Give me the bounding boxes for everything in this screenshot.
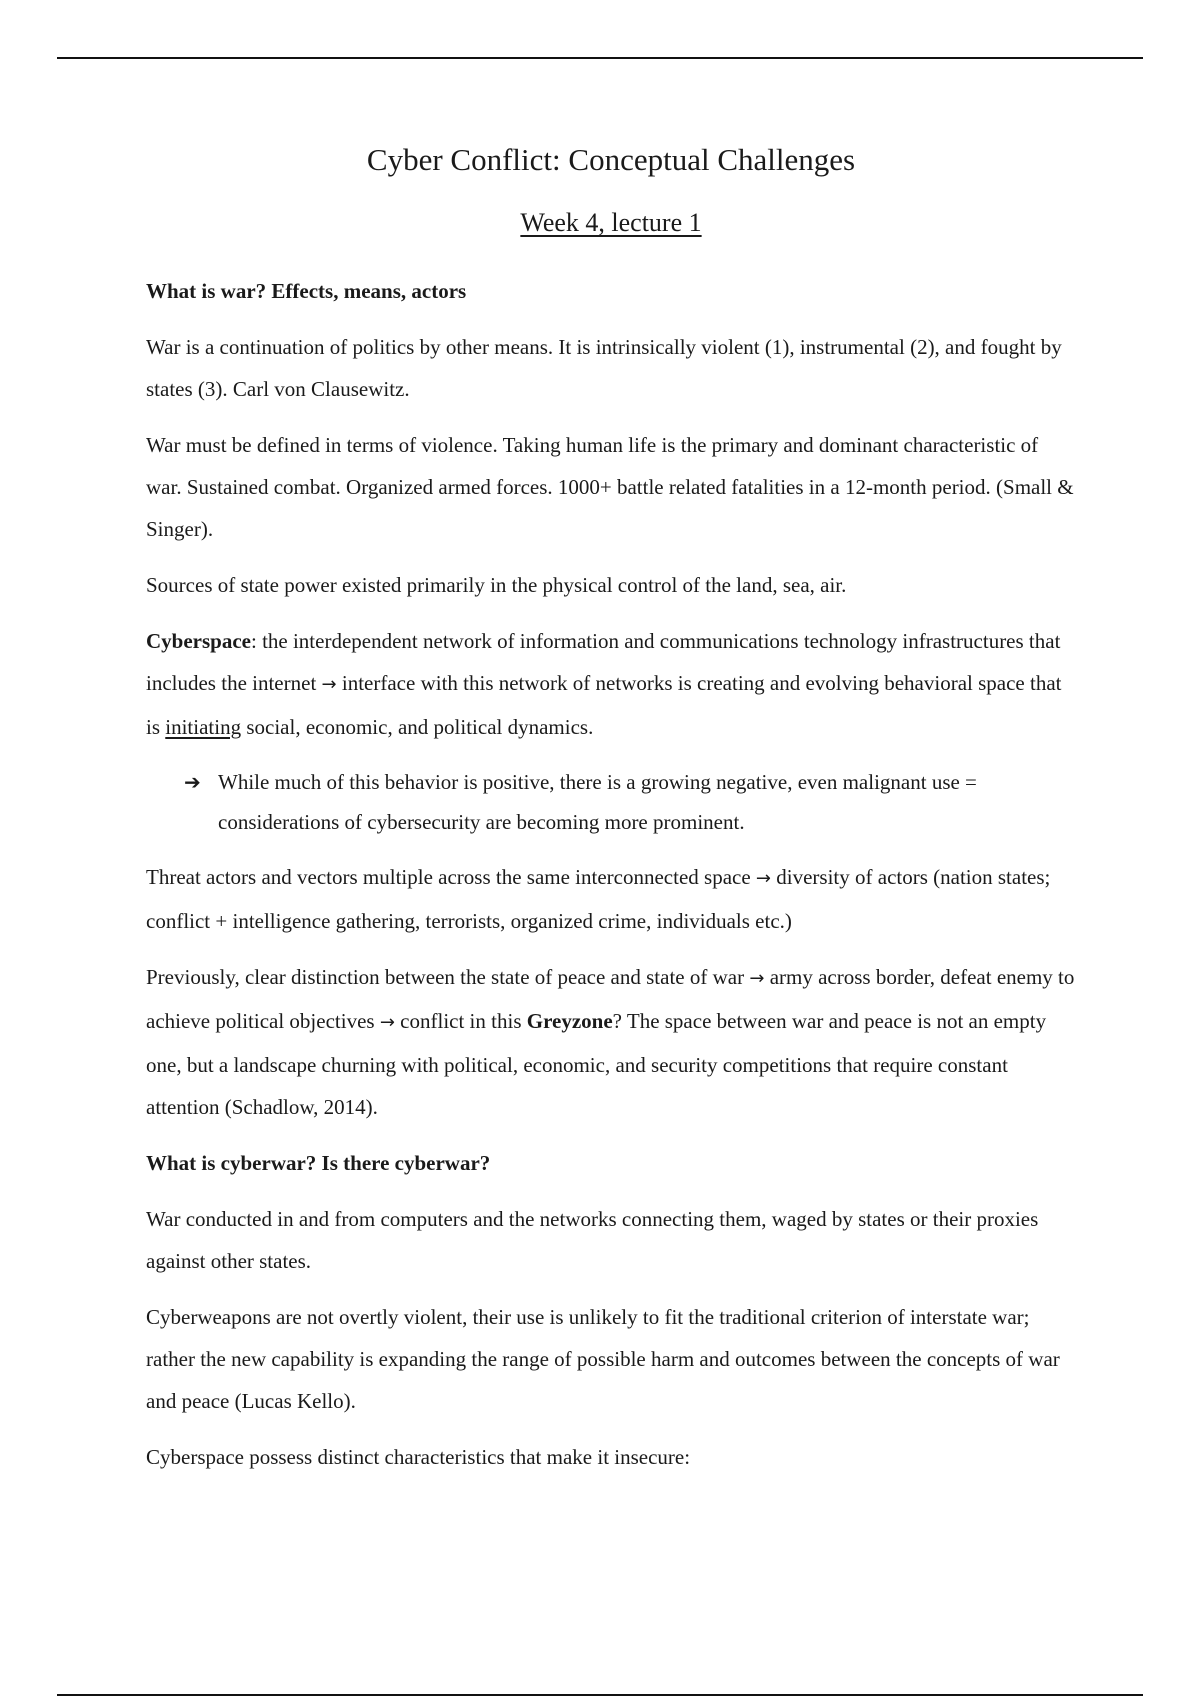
cyberspace-text-2: interface with this network of networks is creating and evolving behavioral space that is	[146, 671, 1062, 740]
greyzone-text-2: army across border, defeat enemy to achieve political objectives	[146, 965, 1075, 1034]
subtitle-text: Week 4, lecture 1	[520, 208, 702, 238]
paragraph-insecure: Cyberspace possess distinct characteristics that make it insecure:	[146, 1445, 691, 1470]
paragraph-state-power: Sources of state power existed primarily in the physical control of the land, sea, air.	[146, 573, 847, 598]
cyberspace-text-1: : the interdependent network of information and communications technology infrastructures that includes the internet	[146, 629, 1061, 696]
bottom-rule	[57, 1694, 1143, 1696]
paragraph-greyzone	[146, 956, 1076, 1128]
threat-text-2: diversity of actors (nation states; conflict + intelligence gathering, terrorists, organized crime, individuals etc.)	[146, 865, 1051, 934]
greyzone-text-4: ? The space between war and peace is not an empty one, but a landscape churning with political, economic, and security competitions that require constant attention (Schadlow, 2014).	[146, 1009, 1047, 1120]
arrow-right-icon: →	[321, 674, 337, 696]
paragraph-threat-actors	[146, 856, 1076, 942]
arrow-right-icon: →	[379, 1012, 395, 1034]
arrow-right-icon: →	[755, 868, 772, 890]
term-cyberspace: Cyberspace	[146, 629, 251, 654]
section-heading-cyberwar: What is cyberwar? Is there cyberwar?	[146, 1151, 491, 1176]
greyzone-text-3: conflict in this	[394, 1009, 527, 1034]
cyberspace-text-3: social, economic, and political dynamics.	[241, 715, 594, 740]
section-heading-war: What is war? Effects, means, actors	[146, 279, 467, 304]
arrow-right-icon: →	[749, 968, 765, 990]
paragraph-violence: War must be defined in terms of violence. Taking human life is the primary and dominant characteristic of war. Sustained combat. Organized armed forces. 1000+ battle related fatalities in a 12-month period. (Small & Singer).	[146, 433, 1074, 542]
paragraph-cyberwar-definition: War conducted in and from computers and the networks connecting them, waged by states or their proxies against other states.	[146, 1207, 1039, 1274]
document-body	[146, 140, 1076, 1492]
page-subtitle	[146, 206, 1076, 240]
paragraph-clausewitz: War is a continuation of politics by other means. It is intrinsically violent (1), instrumental (2), and fought by states (3). Carl von Clausewitz.	[146, 335, 1062, 402]
top-rule	[57, 57, 1143, 59]
underlined-initiating: initiating	[165, 715, 242, 740]
page-title: Cyber Conflict: Conceptual Challenges	[366, 142, 856, 177]
greyzone-text-1: Previously, clear distinction between the state of peace and state of war	[146, 965, 750, 990]
term-greyzone: Greyzone	[526, 1009, 613, 1034]
paragraph-cyberweapons: Cyberweapons are not overtly violent, their use is unlikely to fit the traditional criterion of interstate war; rather the new capability is expanding the range of possible harm and outcomes between the concepts of war and peace (Lucas Kello).	[146, 1305, 1060, 1414]
bullet-text: While much of this behavior is positive, there is a growing negative, even malignant use = considerations of cybersecurity are becoming more prominent.	[218, 770, 977, 835]
bullet-arrow-icon: ➔	[184, 770, 201, 795]
bullet-item	[146, 762, 1076, 842]
paragraph-cyberspace	[146, 620, 1076, 748]
threat-text-1: Threat actors and vectors multiple across the same interconnected space	[146, 865, 756, 890]
